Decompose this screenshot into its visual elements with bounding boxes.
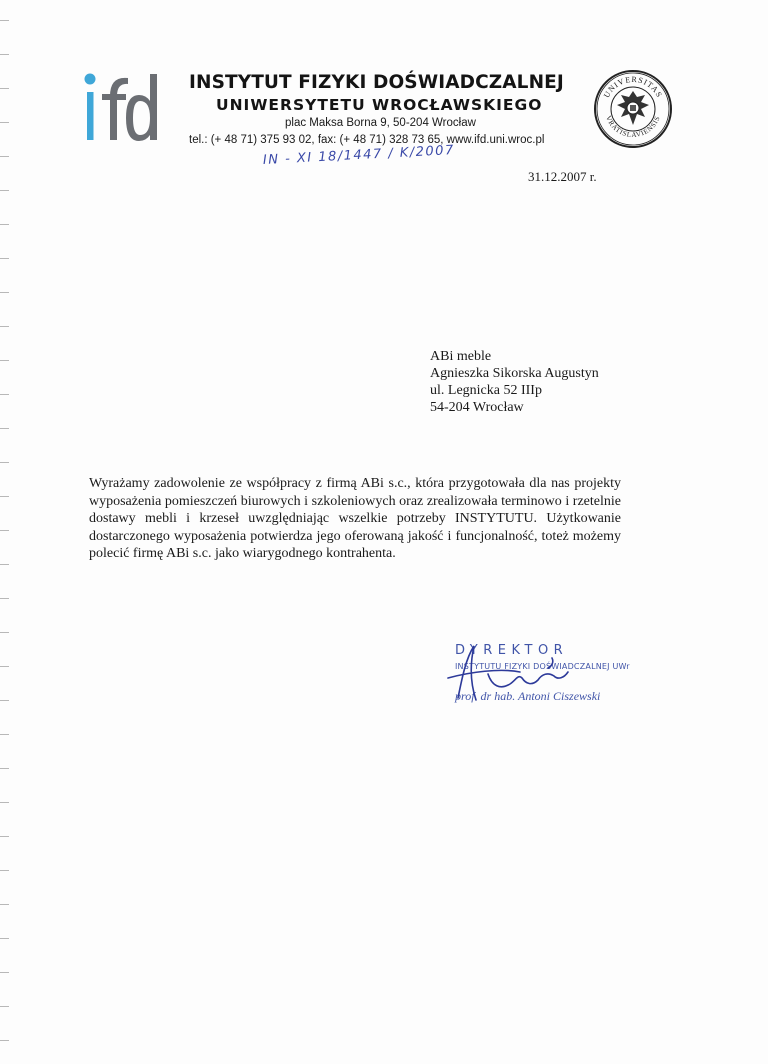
binding-tick (0, 54, 9, 55)
binding-tick (0, 700, 9, 701)
binding-tick (0, 394, 9, 395)
recipient-street: ul. Legnicka 52 IIIp (430, 383, 542, 398)
body-line: dostawy mebli i krzeseł uwzględniając wszelkie potrzeby INSTYTUTU. Użytkowanie (89, 511, 621, 526)
reference-number: IN - XI 18/1447 / K/2007 (262, 142, 456, 168)
institute-name: INSTYTUT FIZYKI DOŚWIADCZALNEJ (189, 72, 564, 93)
ifd-logo (80, 70, 160, 144)
binding-tick (0, 564, 9, 565)
stamp-title: DYREKTOR (455, 643, 569, 658)
binding-tick (0, 598, 9, 599)
binding-tick (0, 462, 9, 463)
recipient-company: ABi meble (430, 349, 492, 364)
binding-ticks (0, 0, 12, 1064)
binding-tick (0, 870, 9, 871)
stamp-name: prof. dr hab. Antoni Ciszewski (455, 689, 601, 703)
svg-text:UNIVERSITAS: UNIVERSITAS (601, 74, 665, 100)
binding-tick (0, 156, 9, 157)
university-seal (593, 69, 673, 149)
binding-tick (0, 428, 9, 429)
body-line: dostarczonego wyposażenia potwierdza jego oferowaną jakość i funcjonalność, toteż możemy (89, 528, 621, 544)
binding-tick (0, 122, 9, 123)
binding-tick (0, 768, 9, 769)
recipient-person: Agnieszka Sikorska Augustyn (430, 366, 599, 381)
letter-date: 31.12.2007 r. (528, 169, 597, 184)
letter-body (89, 475, 621, 563)
stamp-institute: INSTYTUTU FIZYKI DOŚWIADCZALNEJ UWr (455, 662, 630, 671)
binding-tick (0, 632, 9, 633)
binding-tick (0, 326, 9, 327)
binding-tick (0, 20, 9, 21)
binding-tick (0, 88, 9, 89)
binding-tick (0, 734, 9, 735)
binding-tick (0, 190, 9, 191)
recipient-address (430, 348, 599, 416)
binding-tick (0, 802, 9, 803)
svg-text:VRATISLAVIENSIS: VRATISLAVIENSIS (604, 114, 662, 140)
binding-tick (0, 972, 9, 973)
binding-tick (0, 666, 9, 667)
recipient-city: 54-204 Wrocław (430, 400, 524, 415)
institute-contact: tel.: (+ 48 71) 375 93 02, fax: (+ 48 71) 328 73 65, www.ifd.uni.wroc.pl (189, 134, 545, 146)
handwritten-signature (440, 638, 610, 708)
body-line: Wyrażamy zadowolenie ze współpracy z firmą ABi s.c., która przygotowała dla nas projekty (89, 476, 621, 491)
binding-tick (0, 1040, 9, 1041)
binding-tick (0, 292, 9, 293)
binding-tick (0, 496, 9, 497)
binding-tick (0, 1006, 9, 1007)
body-line: wyposażenia pomieszczeń biurowych i szkoleniowych oraz zrealizowała terminowo i rzetelnie (89, 493, 621, 509)
binding-tick (0, 224, 9, 225)
binding-tick (0, 904, 9, 905)
binding-tick (0, 258, 9, 259)
binding-tick (0, 360, 9, 361)
body-line: polecić firmę ABi s.c. jako wiarygodnego kontrahenta. (89, 546, 396, 561)
binding-tick (0, 836, 9, 837)
institute-address: plac Maksa Borna 9, 50-204 Wrocław (285, 117, 476, 129)
university-name: UNIWERSYTETU WROCŁAWSKIEGO (216, 96, 543, 114)
binding-tick (0, 530, 9, 531)
binding-tick (0, 938, 9, 939)
